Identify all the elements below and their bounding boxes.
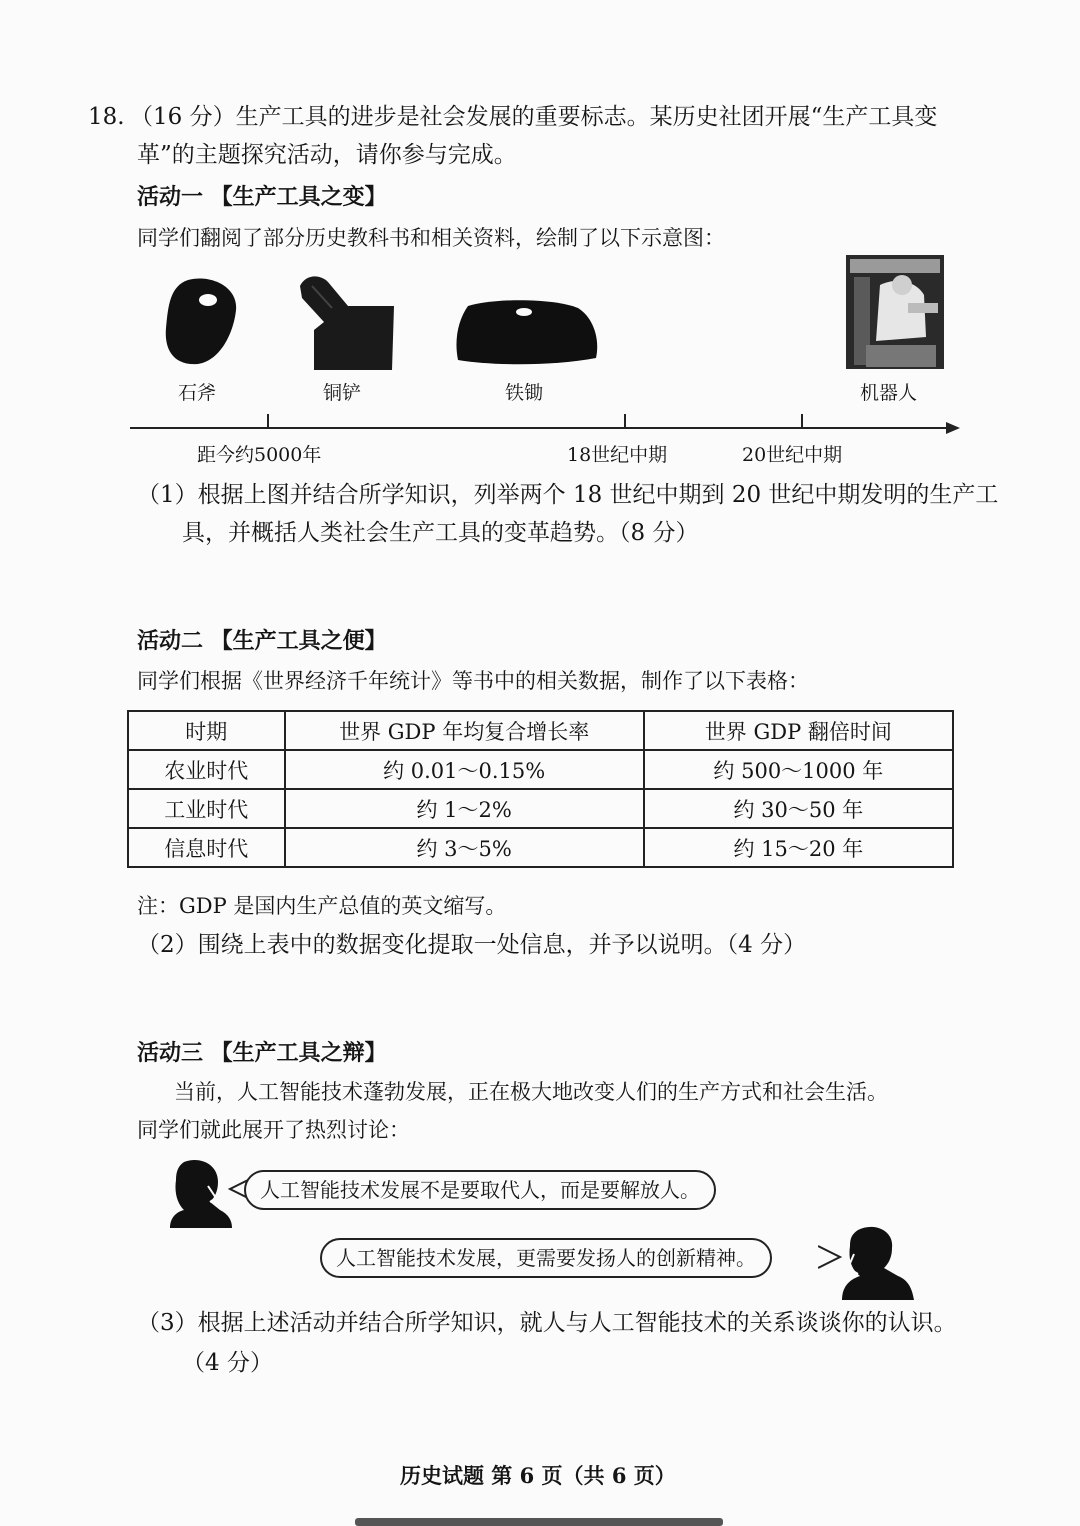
activity-2-intro: 同学们根据《世界经济千年统计》等书中的相关数据，制作了以下表格： [137,669,809,693]
female-student-icon [166,1158,234,1228]
speech-bubble-1: 人工智能技术发展不是要取代人，而是要解放人。 [244,1170,716,1210]
question-line-2: 革”的主题探究活动，请你参与完成。 [137,142,517,168]
table-row [128,750,953,789]
activity-1-intro: 同学们翻阅了部分历史教科书和相关资料，绘制了以下示意图： [137,226,725,250]
table-cell: 约 3～5% [285,828,644,867]
speech-bubble-2: 人工智能技术发展，更需要发扬人的创新精神。 [320,1238,772,1278]
activity-3-intro-line-1: 当前，人工智能技术蓬勃发展，正在极大地改变人们的生产方式和社会生活。 [174,1080,888,1104]
table-row [128,789,953,828]
timeline-axis [128,410,962,440]
table-cell: 约 0.01～0.15% [285,750,644,789]
table-note: 注：GDP 是国内生产总值的英文缩写。 [137,894,507,918]
timeline-label-5000: 距今约5000年 [197,444,322,466]
sub-question-1-line-1: （1）根据上图并结合所学知识，列举两个 18 世纪中期到 20 世纪中期发明的生产工 [137,482,999,508]
tool-label-stone-axe: 石斧 [178,382,217,404]
footer-scrollbar [355,1518,723,1526]
question-line-1: （16 分）生产工具的进步是社会发展的重要标志。某历史社团开展“生产工具变 [130,104,938,130]
bronze-shovel-icon [290,272,402,376]
activity-2-title: 活动二 【生产工具之便】 [137,628,387,654]
table-header-row [128,711,953,750]
table-cell: 约 1～2% [285,789,644,828]
table-cell: 信息时代 [128,828,285,867]
table-cell: 农业时代 [128,750,285,789]
tool-label-iron-hoe: 铁锄 [505,382,544,404]
stone-axe-icon [160,272,240,368]
activity-3-intro-line-2: 同学们就此展开了热烈讨论： [137,1118,410,1142]
table-row [128,828,953,867]
activity-3-title: 活动三 【生产工具之辩】 [137,1040,387,1066]
page-footer: 历史试题 第 6 页（共 6 页） [400,1463,676,1488]
sub-question-3-line-1: （3）根据上述活动并结合所学知识，就人与人工智能技术的关系谈谈你的认识。 [137,1310,957,1336]
gdp-table [127,710,954,868]
tool-label-robot: 机器人 [860,382,918,404]
timeline-label-20c: 20世纪中期 [742,444,843,466]
robot-photo-icon [846,255,944,369]
sub-question-2: （2）围绕上表中的数据变化提取一处信息，并予以说明。（4 分） [137,932,807,958]
table-header: 世界 GDP 年均复合增长率 [285,711,644,750]
table-header: 时期 [128,711,285,750]
timeline-label-18c: 18世纪中期 [567,444,668,466]
table-cell: 约 30～50 年 [644,789,953,828]
male-student-icon [838,1224,914,1300]
table-cell: 约 15～20 年 [644,828,953,867]
table-cell: 约 500～1000 年 [644,750,953,789]
iron-hoe-icon [454,296,600,368]
table-cell: 工业时代 [128,789,285,828]
sub-question-3-line-2: （4 分） [182,1350,273,1376]
activity-1-title: 活动一 【生产工具之变】 [137,184,387,210]
question-number: 18. [88,104,125,130]
table-header: 世界 GDP 翻倍时间 [644,711,953,750]
sub-question-1-line-2: 具，并概括人类社会生产工具的变革趋势。（8 分） [182,520,699,546]
tool-label-bronze-shovel: 铜铲 [323,382,362,404]
